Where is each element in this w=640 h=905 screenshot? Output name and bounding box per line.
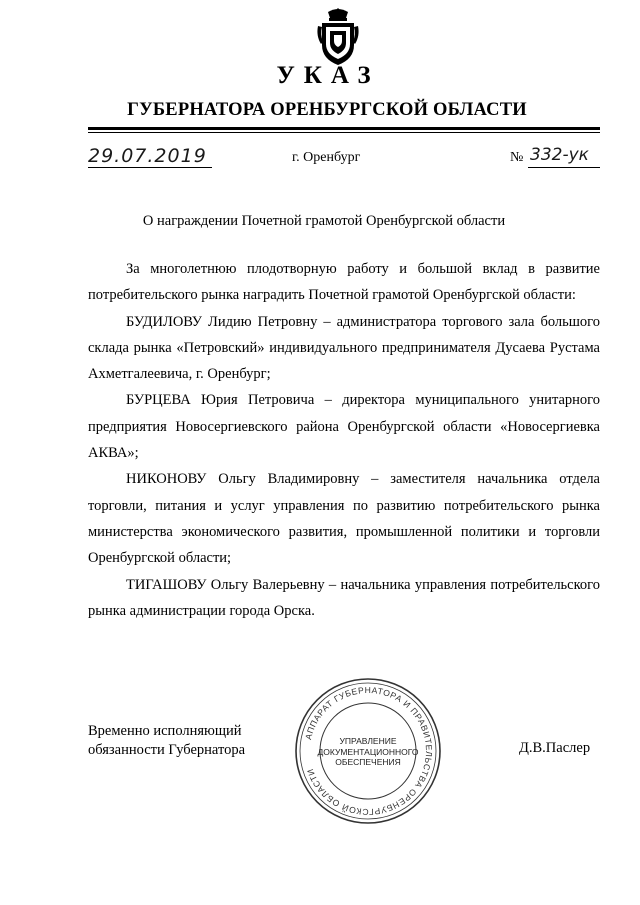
decree-city: г. Оренбург: [292, 150, 361, 165]
awardee-paragraph: БУРЦЕВА Юрия Петровича – директора муниципального унитарного предприятия Новосергиевского района Оренбургской области «Новосергиевка АКВА»;: [88, 392, 600, 462]
decree-body: [88, 256, 600, 624]
seal-center-text: [292, 736, 444, 768]
signatory-name: Д.В.Паслер: [519, 740, 591, 756]
awardee-paragraph: ТИГАШОВУ Ольгу Валерьевну – начальника управления потребительского рынка администрации города Орска.: [88, 576, 600, 619]
seal-line: ОБЕСПЕЧЕНИЯ: [335, 757, 401, 767]
seal-line: ДОКУМЕНТАЦИОННОГО: [317, 746, 419, 757]
seal-line: УПРАВЛЕНИЕ: [339, 736, 397, 746]
seal-ring-text: АППАРАТ ГУБЕРНАТОРА И ПРАВИТЕЛЬСТВА ОРЕНБУРГСКОЙ ОБЛАСТИ: [303, 684, 435, 818]
issuer-title: ГУБЕРНАТОРА ОРЕНБУРГСКОЙ ОБЛАСТИ: [127, 100, 527, 120]
decree-number: 332-ук: [530, 145, 589, 165]
decree-subject: О награждении Почетной грамотой Оренбургской области: [142, 213, 506, 229]
number-underline: [528, 167, 600, 168]
signatory-position: [88, 722, 245, 760]
number-sign: №: [510, 150, 524, 165]
awardee-paragraph: НИКОНОВУ Ольгу Владимировну – заместителя начальника отдела торговли, питания и услуг управления по развитию потребительского рынка министерства экономического развития, промышленной политики и торговли Оренбургской области;: [88, 471, 600, 567]
header-divider-thin: [88, 132, 600, 133]
decree-date: 29.07.2019: [88, 145, 207, 167]
awardee-paragraph: БУДИЛОВУ Лидию Петровну – администратора торгового зала большого склада рынка «Петровский» индивидуального предпринимателя Дусаева Рустама Ахметгалеевича, г. Оренбург;: [88, 313, 600, 383]
coat-of-arms-icon: [316, 6, 360, 68]
document-type-title: УКАЗ: [276, 62, 380, 89]
header-divider-thick: [88, 127, 600, 130]
date-underline: [88, 167, 212, 168]
intro-paragraph: За многолетнюю плодотворную работу и большой вклад в развитие потребительского рынка наградить Почетной грамотой Оренбургской области:: [88, 261, 600, 304]
position-line: обязанности Губернатора: [88, 742, 246, 758]
position-line: Временно исполняющий: [88, 723, 242, 739]
